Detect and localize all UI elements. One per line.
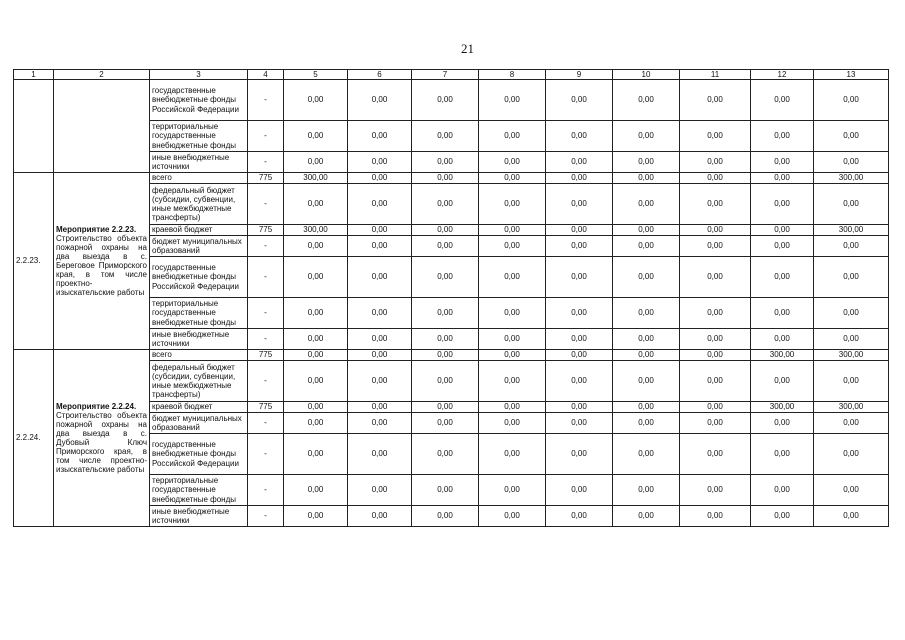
amount-cell: 0,00: [546, 184, 613, 225]
column-number: 1: [14, 70, 54, 80]
funding-source: государственные внебюджетные фонды Российской Федерации: [150, 80, 248, 121]
amount-cell: 0,00: [680, 413, 751, 434]
amount-cell: 0,00: [680, 361, 751, 402]
amount-cell: 0,00: [814, 80, 889, 121]
amount-cell: 0,00: [751, 225, 814, 236]
amount-cell: 0,00: [284, 80, 348, 121]
amount-cell: 0,00: [546, 402, 613, 413]
amount-cell: 0,00: [348, 225, 412, 236]
amount-cell: 0,00: [546, 152, 613, 173]
amount-cell: 0,00: [284, 413, 348, 434]
amount-cell: 0,00: [412, 225, 479, 236]
amount-cell: 0,00: [348, 434, 412, 475]
amount-cell: 0,00: [284, 298, 348, 329]
amount-cell: 0,00: [814, 236, 889, 257]
amount-cell: 0,00: [546, 80, 613, 121]
amount-cell: 0,00: [284, 506, 348, 527]
funding-source: краевой бюджет: [150, 402, 248, 413]
amount-cell: 0,00: [284, 236, 348, 257]
amount-cell: 0,00: [348, 329, 412, 350]
amount-cell: 0,00: [751, 173, 814, 184]
amount-cell: 0,00: [284, 184, 348, 225]
amount-cell: 0,00: [284, 350, 348, 361]
kbk-code: -: [248, 506, 284, 527]
amount-cell: 0,00: [613, 236, 680, 257]
column-number: 3: [150, 70, 248, 80]
amount-cell: 0,00: [348, 184, 412, 225]
amount-cell: 0,00: [814, 298, 889, 329]
amount-cell: 0,00: [613, 350, 680, 361]
amount-cell: 300,00: [814, 402, 889, 413]
funding-source: бюджет муниципальных образований: [150, 413, 248, 434]
amount-cell: 0,00: [412, 121, 479, 152]
amount-cell: 0,00: [348, 506, 412, 527]
amount-cell: 0,00: [613, 402, 680, 413]
kbk-code: 775: [248, 173, 284, 184]
amount-cell: 0,00: [680, 236, 751, 257]
amount-cell: 0,00: [479, 298, 546, 329]
kbk-code: 775: [248, 225, 284, 236]
budget-table: [13, 69, 889, 527]
amount-cell: 0,00: [546, 257, 613, 298]
amount-cell: 0,00: [479, 225, 546, 236]
amount-cell: 0,00: [479, 257, 546, 298]
amount-cell: 0,00: [613, 413, 680, 434]
amount-cell: 0,00: [680, 402, 751, 413]
amount-cell: 0,00: [546, 329, 613, 350]
measure-code: 2.2.24.: [14, 350, 54, 527]
measure-description: Строительство объекта пожарной охраны на два выезда в с. Береговое Приморского края, в том числе проектно-изыскательские работы: [56, 233, 147, 298]
amount-cell: 0,00: [751, 434, 814, 475]
measure-code: 2.2.23.: [14, 173, 54, 350]
amount-cell: 0,00: [479, 184, 546, 225]
amount-cell: 0,00: [479, 80, 546, 121]
amount-cell: 0,00: [751, 298, 814, 329]
amount-cell: 0,00: [546, 475, 613, 506]
amount-cell: 0,00: [284, 121, 348, 152]
kbk-code: -: [248, 121, 284, 152]
measure-name: [54, 80, 150, 173]
amount-cell: 0,00: [479, 475, 546, 506]
amount-cell: 0,00: [348, 402, 412, 413]
amount-cell: 0,00: [751, 184, 814, 225]
amount-cell: 0,00: [751, 329, 814, 350]
funding-source: краевой бюджет: [150, 225, 248, 236]
amount-cell: 0,00: [751, 506, 814, 527]
amount-cell: 0,00: [479, 413, 546, 434]
amount-cell: 0,00: [814, 184, 889, 225]
amount-cell: 0,00: [348, 236, 412, 257]
amount-cell: 0,00: [751, 361, 814, 402]
amount-cell: 0,00: [751, 413, 814, 434]
amount-cell: 0,00: [348, 361, 412, 402]
column-number: 5: [284, 70, 348, 80]
amount-cell: 0,00: [412, 184, 479, 225]
kbk-code: -: [248, 361, 284, 402]
kbk-code: -: [248, 236, 284, 257]
amount-cell: 0,00: [546, 434, 613, 475]
amount-cell: 0,00: [412, 173, 479, 184]
column-number: 4: [248, 70, 284, 80]
amount-cell: 0,00: [479, 152, 546, 173]
amount-cell: 0,00: [284, 402, 348, 413]
column-number: 13: [814, 70, 889, 80]
measure-name: [54, 350, 150, 527]
amount-cell: 0,00: [479, 402, 546, 413]
amount-cell: 0,00: [284, 152, 348, 173]
amount-cell: 0,00: [348, 80, 412, 121]
amount-cell: 0,00: [680, 257, 751, 298]
amount-cell: 0,00: [284, 434, 348, 475]
amount-cell: 0,00: [751, 121, 814, 152]
measure-code: [14, 80, 54, 173]
column-number: 7: [412, 70, 479, 80]
funding-source: территориальные государственные внебюджетные фонды: [150, 298, 248, 329]
amount-cell: 0,00: [546, 225, 613, 236]
kbk-code: -: [248, 298, 284, 329]
amount-cell: 0,00: [412, 80, 479, 121]
kbk-code: -: [248, 413, 284, 434]
amount-cell: 0,00: [546, 361, 613, 402]
page-number: 21: [461, 41, 474, 56]
amount-cell: 0,00: [613, 121, 680, 152]
kbk-code: -: [248, 184, 284, 225]
column-number: 12: [751, 70, 814, 80]
amount-cell: 0,00: [479, 121, 546, 152]
amount-cell: 0,00: [412, 236, 479, 257]
amount-cell: 0,00: [814, 329, 889, 350]
amount-cell: 300,00: [814, 350, 889, 361]
kbk-code: 775: [248, 350, 284, 361]
kbk-code: -: [248, 152, 284, 173]
column-number: 10: [613, 70, 680, 80]
amount-cell: 0,00: [546, 298, 613, 329]
amount-cell: 0,00: [814, 475, 889, 506]
amount-cell: 300,00: [751, 402, 814, 413]
amount-cell: 0,00: [412, 402, 479, 413]
amount-cell: 0,00: [479, 434, 546, 475]
amount-cell: 0,00: [613, 475, 680, 506]
amount-cell: 0,00: [479, 350, 546, 361]
kbk-code: -: [248, 257, 284, 298]
funding-source: иные внебюджетные источники: [150, 506, 248, 527]
amount-cell: 300,00: [814, 173, 889, 184]
amount-cell: 0,00: [546, 121, 613, 152]
amount-cell: 0,00: [613, 329, 680, 350]
amount-cell: 0,00: [412, 475, 479, 506]
amount-cell: 0,00: [613, 184, 680, 225]
table-body: [14, 80, 889, 527]
table-row: [14, 173, 889, 184]
amount-cell: 0,00: [412, 361, 479, 402]
amount-cell: 0,00: [479, 329, 546, 350]
amount-cell: 0,00: [613, 80, 680, 121]
column-number: 11: [680, 70, 751, 80]
amount-cell: 0,00: [284, 475, 348, 506]
amount-cell: 300,00: [284, 173, 348, 184]
amount-cell: 0,00: [412, 152, 479, 173]
amount-cell: 0,00: [348, 173, 412, 184]
funding-source: иные внебюджетные источники: [150, 329, 248, 350]
amount-cell: 0,00: [814, 152, 889, 173]
funding-source: всего: [150, 350, 248, 361]
amount-cell: 0,00: [814, 434, 889, 475]
amount-cell: 0,00: [680, 506, 751, 527]
amount-cell: 0,00: [348, 350, 412, 361]
amount-cell: 0,00: [546, 173, 613, 184]
funding-source: всего: [150, 173, 248, 184]
amount-cell: 0,00: [412, 329, 479, 350]
amount-cell: 0,00: [680, 173, 751, 184]
amount-cell: 0,00: [680, 152, 751, 173]
amount-cell: 0,00: [348, 152, 412, 173]
measure-title: Мероприятие 2.2.23.: [56, 224, 137, 234]
measure-description: Строительство объекта пожарной охраны на два выезда в с. Дубовый Ключ Приморского края, в том числе проектно-изыскательские работы: [56, 410, 147, 475]
amount-cell: 0,00: [412, 434, 479, 475]
amount-cell: 0,00: [680, 434, 751, 475]
funding-source: государственные внебюджетные фонды Российской Федерации: [150, 257, 248, 298]
amount-cell: 0,00: [546, 413, 613, 434]
amount-cell: 0,00: [680, 329, 751, 350]
amount-cell: 0,00: [613, 361, 680, 402]
column-number: 9: [546, 70, 613, 80]
amount-cell: 0,00: [751, 152, 814, 173]
column-number: 6: [348, 70, 412, 80]
funding-source: территориальные государственные внебюджетные фонды: [150, 121, 248, 152]
amount-cell: 0,00: [613, 257, 680, 298]
amount-cell: 0,00: [546, 506, 613, 527]
amount-cell: 0,00: [613, 506, 680, 527]
amount-cell: 0,00: [751, 257, 814, 298]
amount-cell: 0,00: [680, 225, 751, 236]
amount-cell: 0,00: [479, 361, 546, 402]
amount-cell: 0,00: [613, 298, 680, 329]
amount-cell: 0,00: [479, 173, 546, 184]
kbk-code: -: [248, 475, 284, 506]
amount-cell: 0,00: [613, 434, 680, 475]
amount-cell: 0,00: [284, 361, 348, 402]
amount-cell: 0,00: [680, 298, 751, 329]
amount-cell: 0,00: [680, 80, 751, 121]
measure-name: [54, 173, 150, 350]
column-number-row: [14, 70, 889, 80]
amount-cell: 0,00: [814, 361, 889, 402]
amount-cell: 0,00: [284, 257, 348, 298]
amount-cell: 0,00: [412, 350, 479, 361]
column-number: 8: [479, 70, 546, 80]
amount-cell: 0,00: [479, 506, 546, 527]
amount-cell: 0,00: [546, 236, 613, 257]
amount-cell: 0,00: [751, 475, 814, 506]
amount-cell: 0,00: [546, 350, 613, 361]
funding-source: федеральный бюджет (субсидии, субвенции, иные межбюджетные трансферты): [150, 184, 248, 225]
amount-cell: 0,00: [751, 236, 814, 257]
kbk-code: -: [248, 329, 284, 350]
amount-cell: 0,00: [348, 413, 412, 434]
funding-source: государственные внебюджетные фонды Российской Федерации: [150, 434, 248, 475]
amount-cell: 0,00: [613, 152, 680, 173]
amount-cell: 0,00: [613, 173, 680, 184]
funding-source: федеральный бюджет (субсидии, субвенции, иные межбюджетные трансферты): [150, 361, 248, 402]
amount-cell: 0,00: [348, 257, 412, 298]
amount-cell: 0,00: [348, 298, 412, 329]
amount-cell: 0,00: [751, 80, 814, 121]
amount-cell: 0,00: [412, 506, 479, 527]
measure-title: Мероприятие 2.2.24.: [56, 401, 137, 411]
funding-source: территориальные государственные внебюджетные фонды: [150, 475, 248, 506]
amount-cell: 0,00: [814, 506, 889, 527]
amount-cell: 0,00: [412, 257, 479, 298]
amount-cell: 300,00: [751, 350, 814, 361]
amount-cell: 0,00: [680, 121, 751, 152]
funding-source: бюджет муниципальных образований: [150, 236, 248, 257]
amount-cell: 0,00: [412, 413, 479, 434]
amount-cell: 0,00: [814, 121, 889, 152]
column-number: 2: [54, 70, 150, 80]
amount-cell: 0,00: [479, 236, 546, 257]
table-row: [14, 80, 889, 121]
funding-source: иные внебюджетные источники: [150, 152, 248, 173]
kbk-code: -: [248, 80, 284, 121]
amount-cell: 0,00: [680, 350, 751, 361]
table-row: [14, 350, 889, 361]
kbk-code: 775: [248, 402, 284, 413]
amount-cell: 0,00: [680, 184, 751, 225]
amount-cell: 0,00: [348, 121, 412, 152]
amount-cell: 0,00: [814, 413, 889, 434]
amount-cell: 300,00: [814, 225, 889, 236]
amount-cell: 0,00: [613, 225, 680, 236]
amount-cell: 0,00: [412, 298, 479, 329]
amount-cell: 0,00: [284, 329, 348, 350]
amount-cell: 300,00: [284, 225, 348, 236]
amount-cell: 0,00: [680, 475, 751, 506]
amount-cell: 0,00: [814, 257, 889, 298]
kbk-code: -: [248, 434, 284, 475]
amount-cell: 0,00: [348, 475, 412, 506]
